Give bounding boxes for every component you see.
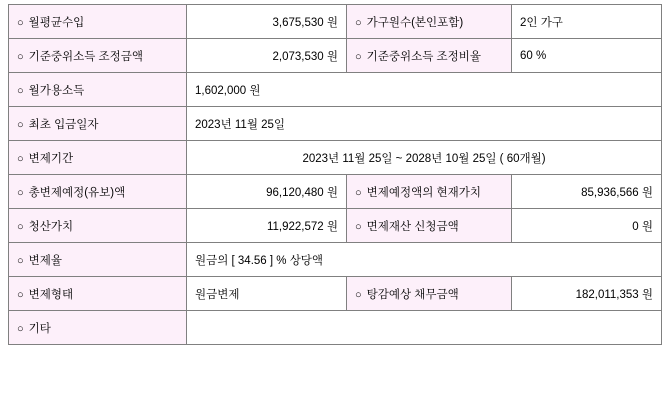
bullet-circle-icon: ○ — [17, 84, 24, 97]
bullet-circle-icon: ○ — [17, 118, 24, 131]
field-value-cell — [512, 175, 662, 209]
field-value-cell — [187, 277, 347, 311]
field-value-cell — [187, 141, 662, 175]
field-value-cell — [512, 277, 662, 311]
field-value-text: 1,602,000 원 — [195, 84, 261, 97]
bullet-circle-icon: ○ — [17, 186, 24, 199]
field-value-text: 182,011,353 원 — [575, 288, 653, 301]
field-value-text: 3,675,530 원 — [272, 16, 338, 29]
field-value-cell — [187, 311, 662, 345]
field-label-cell — [347, 277, 512, 311]
field-label-cell — [9, 5, 187, 39]
bullet-circle-icon: ○ — [17, 152, 24, 165]
table-row — [9, 175, 662, 209]
bullet-circle-icon: ○ — [17, 254, 24, 267]
bullet-circle-icon: ○ — [17, 220, 24, 233]
field-label-text: 기준중위소득 조정금액 — [28, 50, 143, 63]
bullet-circle-icon: ○ — [355, 186, 362, 199]
field-label-cell — [9, 141, 187, 175]
bullet-circle-icon: ○ — [355, 220, 362, 233]
bullet-circle-icon: ○ — [355, 50, 362, 63]
table-row — [9, 141, 662, 175]
field-label-cell — [9, 311, 187, 345]
field-value-text: 2인 가구 — [520, 16, 563, 29]
field-label-text: 변제예정액의 현재가치 — [366, 186, 481, 199]
field-label-cell — [9, 209, 187, 243]
field-label-cell — [9, 277, 187, 311]
field-value-cell — [512, 209, 662, 243]
field-value-cell — [187, 107, 662, 141]
field-label-cell — [9, 73, 187, 107]
field-label-text: 총변제예정(유보)액 — [28, 186, 126, 199]
field-label-cell — [9, 243, 187, 277]
field-label-text: 기준중위소득 조정비율 — [366, 50, 481, 63]
field-label-cell — [347, 209, 512, 243]
field-label-cell — [347, 39, 512, 73]
bullet-circle-icon: ○ — [355, 16, 362, 29]
field-value-text: 원금변제 — [195, 288, 240, 301]
field-label-text: 변제율 — [28, 254, 62, 267]
table-row — [9, 39, 662, 73]
field-value-cell — [187, 5, 347, 39]
table-row — [9, 243, 662, 277]
field-label-cell — [9, 175, 187, 209]
bullet-circle-icon: ○ — [17, 322, 24, 335]
field-label-cell — [347, 5, 512, 39]
bullet-circle-icon: ○ — [17, 16, 24, 29]
repayment-plan-table — [8, 4, 662, 345]
table-body — [9, 5, 662, 345]
field-label-text: 탕감예상 채무금액 — [366, 288, 459, 301]
field-value-text: 원금의 [ 34.56 ] % 상당액 — [195, 254, 324, 267]
table-row — [9, 311, 662, 345]
field-value-text: 96,120,480 원 — [266, 186, 338, 199]
field-label-text: 면제재산 신청금액 — [366, 220, 459, 233]
bullet-circle-icon: ○ — [17, 288, 24, 301]
field-label-text: 최초 입금일자 — [28, 118, 99, 131]
field-label-text: 월평균수입 — [28, 16, 85, 29]
field-label-text: 가구원수(본인포함) — [366, 16, 464, 29]
field-label-text: 변제형태 — [28, 288, 74, 301]
bullet-circle-icon: ○ — [17, 50, 24, 63]
field-value-cell — [187, 243, 662, 277]
field-value-text: 85,936,566 원 — [581, 186, 653, 199]
field-label-cell — [9, 107, 187, 141]
field-value-cell — [187, 73, 662, 107]
field-label-text: 청산가치 — [28, 220, 74, 233]
field-label-text: 변제기간 — [28, 152, 74, 165]
table-row — [9, 73, 662, 107]
field-label-cell — [347, 175, 512, 209]
field-value-text: 2023년 11월 25일 ~ 2028년 10월 25일 ( 60개월) — [302, 152, 546, 165]
table-row — [9, 277, 662, 311]
table-row — [9, 5, 662, 39]
field-value-text: 2023년 11월 25일 — [195, 118, 286, 131]
table-row — [9, 107, 662, 141]
table-row — [9, 209, 662, 243]
field-value-cell — [512, 39, 662, 73]
field-value-text: 60 % — [520, 49, 547, 62]
field-value-cell — [187, 209, 347, 243]
field-value-text: 0 원 — [632, 220, 653, 233]
bullet-circle-icon: ○ — [355, 288, 362, 301]
field-label-cell — [9, 39, 187, 73]
field-value-cell — [512, 5, 662, 39]
field-label-text: 기타 — [28, 322, 51, 335]
field-value-text: 2,073,530 원 — [272, 50, 338, 63]
field-label-text: 월가용소득 — [28, 84, 85, 97]
field-value-cell — [187, 39, 347, 73]
field-value-text: 11,922,572 원 — [266, 220, 338, 233]
field-value-cell — [187, 175, 347, 209]
